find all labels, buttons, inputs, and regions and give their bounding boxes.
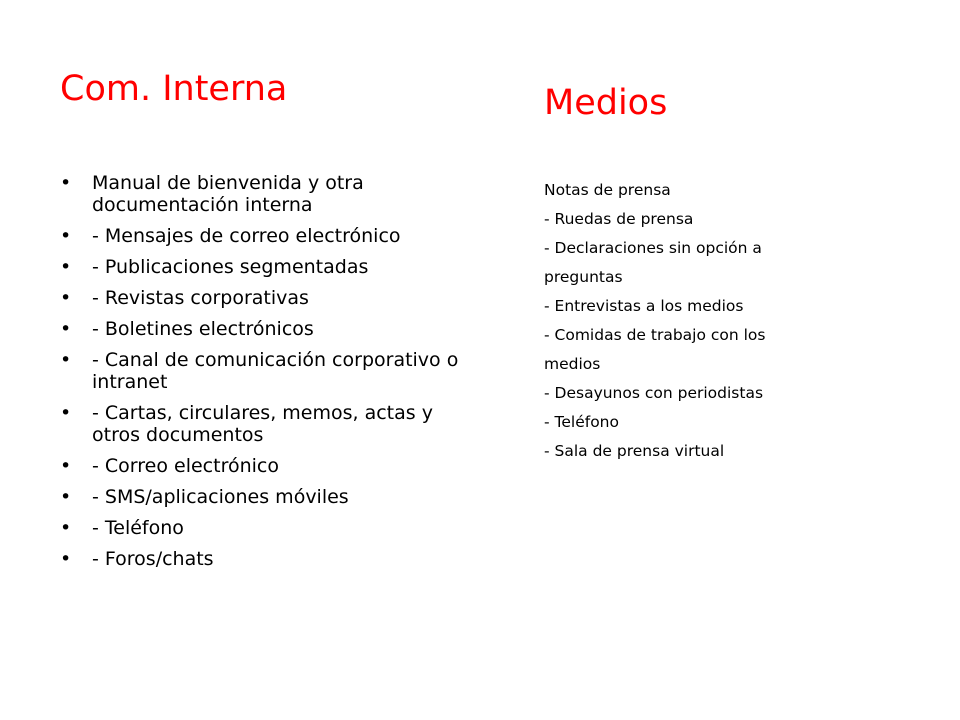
bullet-icon: • [60,486,72,508]
bullet-icon: • [60,287,72,309]
list-item: preguntas [544,268,623,286]
bullet-icon: • [60,318,72,340]
bullet-icon: • [60,256,72,278]
list-item [60,349,480,393]
list-item: - Sala de prensa virtual [544,442,725,460]
list-item: - Desayunos con periodistas [544,384,764,402]
list-item: - Comidas de trabajo con los [544,326,766,344]
list-item-text: Manual de bienvenida y otra documentación interna [92,172,364,216]
bullet-icon: • [60,172,72,194]
list-item-text: - Revistas corporativas [92,287,309,309]
list-item [60,172,480,216]
list-item [60,287,480,309]
bullet-icon: • [60,402,72,424]
bullet-icon: • [60,349,72,371]
list-item-text: - Publicaciones segmentadas [92,256,369,278]
list-item [60,455,480,477]
list-item [60,318,480,340]
list-item: - Entrevistas a los medios [544,297,744,315]
list-item [60,517,480,539]
medios-title: Medios [544,83,668,123]
list-item [60,256,480,278]
list-item: - Teléfono [544,413,619,431]
list-item [60,402,480,446]
list-item-text: - Boletines electrónicos [92,318,314,340]
list-item-text: - Cartas, circulares, memos, actas y otros documentos [92,402,433,446]
com-interna-list [60,172,480,579]
list-item [60,225,480,247]
com-interna-title: Com. Interna [60,69,288,109]
bullet-icon: • [60,455,72,477]
list-item [60,548,480,570]
medios-list [544,176,844,466]
list-item-text: - Canal de comunicación corporativo o intranet [92,349,459,393]
list-item-text: - Teléfono [92,517,184,539]
list-item-text: - Correo electrónico [92,455,279,477]
list-item-text: - SMS/aplicaciones móviles [92,486,349,508]
list-item: medios [544,355,601,373]
list-item-text: - Foros/chats [92,548,214,570]
list-item: - Ruedas de prensa [544,210,694,228]
bullet-icon: • [60,548,72,570]
list-item-text: - Mensajes de correo electrónico [92,225,401,247]
bullet-icon: • [60,225,72,247]
list-item [60,486,480,508]
list-item: - Declaraciones sin opción a [544,239,762,257]
list-item: Notas de prensa [544,181,671,199]
bullet-icon: • [60,517,72,539]
